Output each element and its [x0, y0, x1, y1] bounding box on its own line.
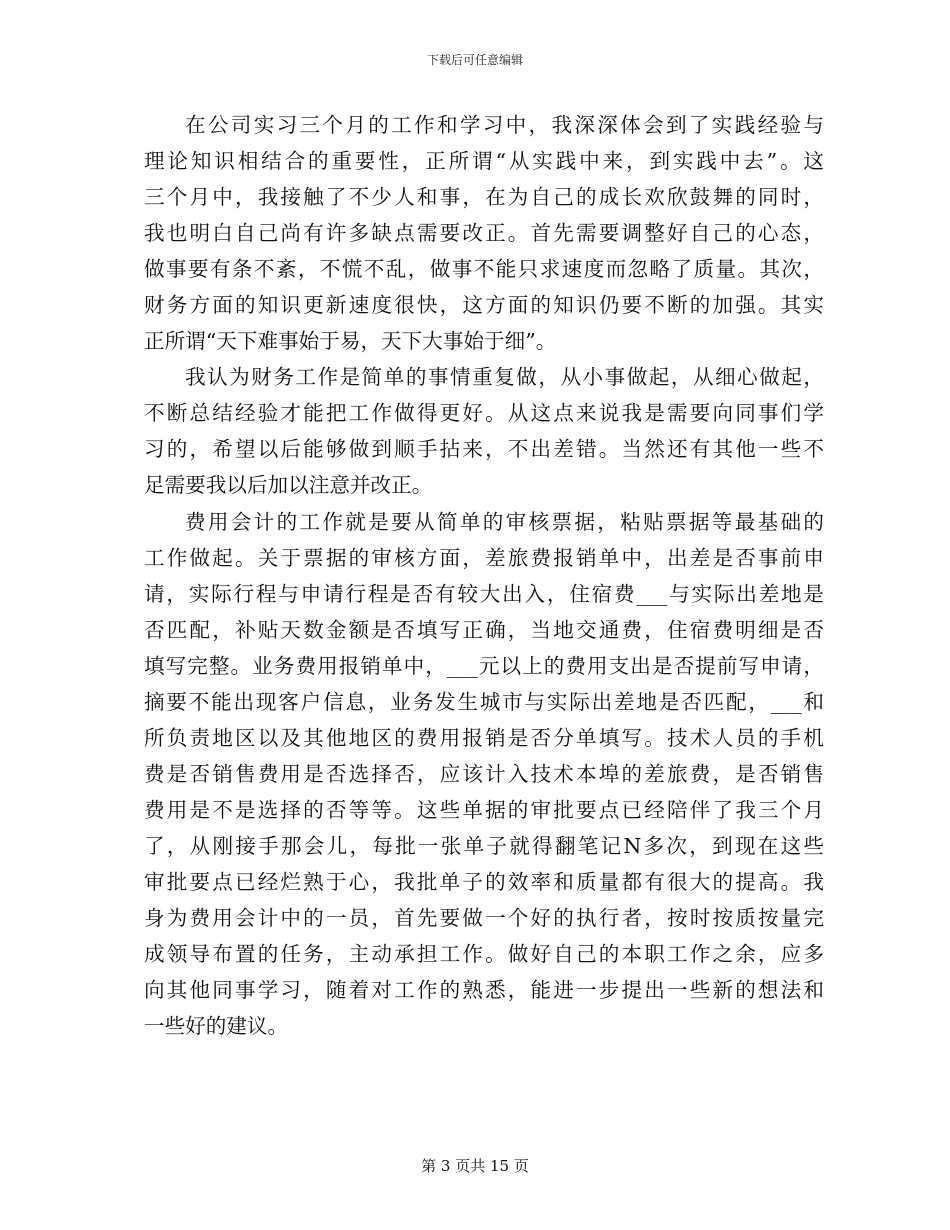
- text-line: 在公司实习三个月的工作和学习中，我深深体会到了实践经验与: [185, 113, 824, 137]
- text-line: 审批要点已经烂熟于心，我批单子的效率和质量都有很大的提高。我: [144, 869, 824, 894]
- text-line: 费用是不是选择的否等等。这些单据的审批要点已经陪伴了我三个月: [144, 797, 824, 822]
- text-line: 正所谓“天下难事始于易，天下大事始于细”。: [144, 329, 557, 354]
- paragraph-2: [144, 359, 824, 503]
- text-line: 摘要不能出现客户信息，业务发生城市与实际出差地是否匹配，___和: [144, 689, 824, 714]
- text-line: 费是否销售费用是否选择否，应该计入技术本埠的差旅费，是否销售: [144, 761, 824, 786]
- text-line: 足需要我以后加以注意并改正。: [144, 473, 433, 498]
- text-line: 工作做起。关于票据的审核方面，差旅费报销单中，出差是否事前申: [144, 545, 824, 570]
- text-line: 填写完整。业务费用报销单中，___元以上的费用支出是否提前写申请，: [144, 653, 824, 678]
- page-number: 第 3 页共 15 页: [421, 1157, 529, 1175]
- paragraph-3: [144, 504, 824, 1045]
- text-line: 我认为财务工作是简单的事情重复做，从小事做起，从细心做起，: [185, 365, 824, 390]
- text-line: 习的，希望以后能够做到顺手拈来，不出差错。当然还有其他一些不: [144, 437, 824, 462]
- text-line: 身为费用会计中的一员，首先要做一个好的执行者，按时按质按量完: [144, 906, 824, 931]
- paragraph-1: [144, 107, 824, 359]
- text-line: 三个月中，我接触了不少人和事，在为自己的成长欢欣鼓舞的同时，: [144, 185, 824, 210]
- text-line: 向其他同事学习，随着对工作的熟悉，能进一步提出一些新的想法和: [144, 978, 824, 1003]
- text-line: 请，实际行程与申请行程是否有较大出入，住宿费___与实际出差地是: [144, 581, 824, 606]
- page-header: 下载后可任意编辑: [426, 53, 523, 67]
- text-line: 否匹配，补贴天数金额是否填写正确，当地交通费，住宿费明细是否: [144, 617, 824, 642]
- text-line: 做事要有条不紊，不慌不乱，做事不能只求速度而忽略了质量。其次，: [144, 257, 824, 282]
- text-line: 理论知识相结合的重要性，正所谓“从实践中来，到实践中去”。这: [144, 149, 824, 174]
- text-line: 所负责地区以及其他地区的费用报销是否分单填写。技术人员的手机: [144, 725, 824, 750]
- text-line: 我也明白自己尚有许多缺点需要改正。首先需要调整好自己的心态，: [144, 221, 824, 246]
- text-line: 费用会计的工作就是要从简单的审核票据，粘贴票据等最基础的: [185, 509, 824, 534]
- text-line: 一些好的建议。: [144, 1014, 289, 1039]
- document-body: [144, 107, 824, 1044]
- text-line: 财务方面的知识更新速度很快，这方面的知识仍要不断的加强。其实: [144, 293, 824, 318]
- text-line: 成领导布置的任务，主动承担工作。做好自己的本职工作之余，应多: [144, 942, 824, 967]
- text-line: 了，从刚接手那会儿，每批一张单子就得翻笔记N多次，到现在这些: [144, 833, 824, 858]
- text-line: 不断总结经验才能把工作做得更好。从这点来说我是需要向同事们学: [144, 401, 824, 426]
